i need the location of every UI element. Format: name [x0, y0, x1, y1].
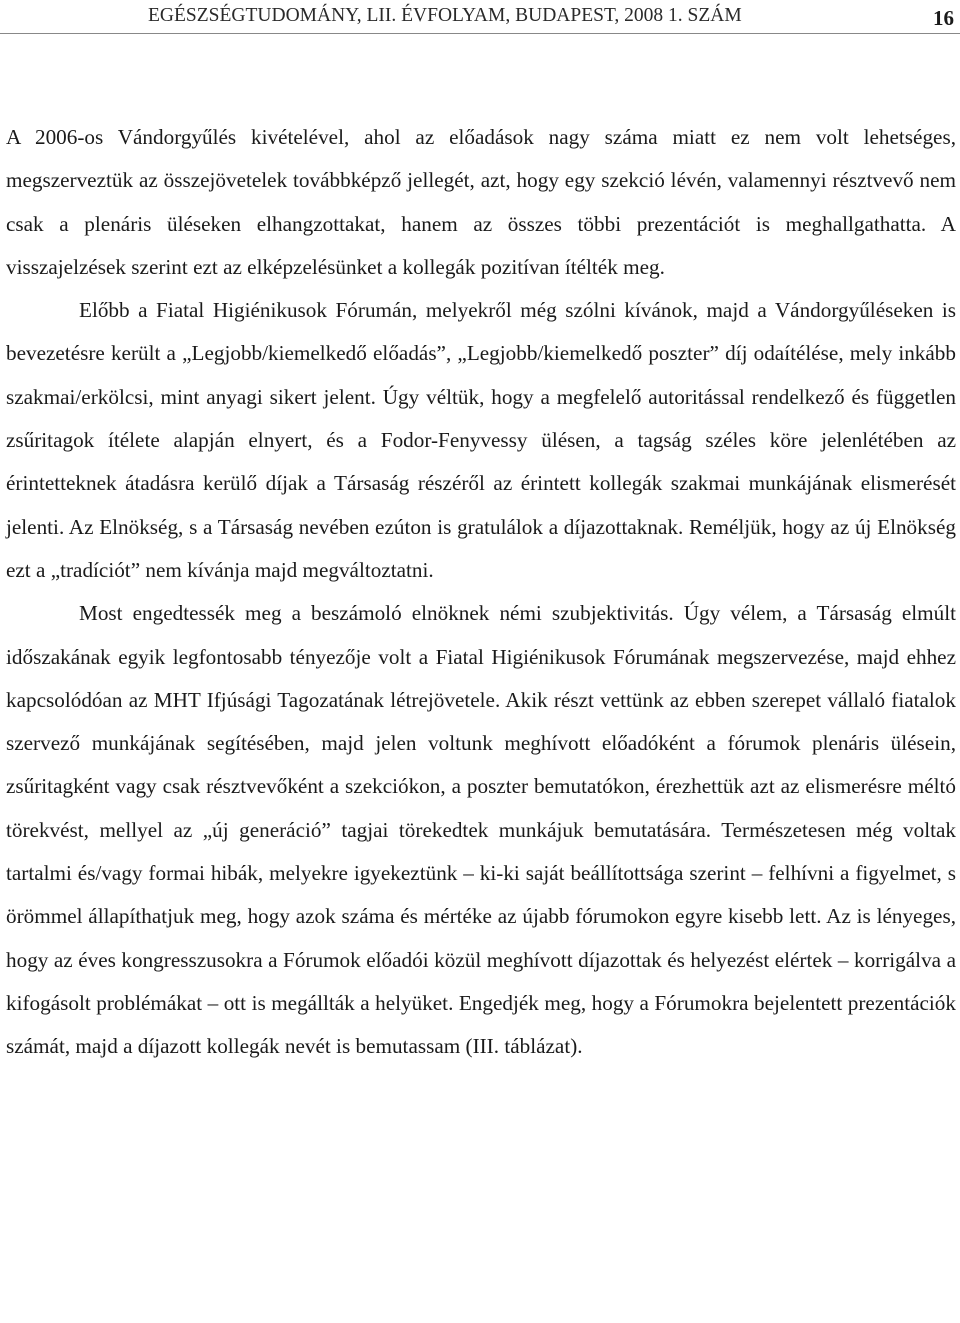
header-divider [0, 33, 960, 34]
paragraph-3: Most engedtessék meg a beszámoló elnöknek némi szubjektivitás. Úgy vélem, a Társaság elmúlt időszakának egyik legfontosabb tényezője volt a Fiatal Higiénikusok Fórumának megszervezése, majd ehhez kapcsolódóan az MHT Ifjúsági Tagozatának létrejövetele. Akik részt vettünk az ebben szerepet vállaló fiatalok szervező munkájának segítésében, majd jelen voltunk meghívott előadóként a fórumok plenáris ülésein, zsűritagként vagy csak résztvevőként a szekciókon, a poszter bemutatókon, érezhettük azt az elismerésre méltó törekvést, mellyel az „új generáció” tagjai törekedtek munkájuk bemutatására. Természetesen még voltak tartalmi és/vagy formai hibák, melyekre igyekeztünk – ki-ki saját beállítottsága szerint – felhívni a figyelmet, s örömmel állapíthatjuk meg, hogy azok száma és mértéke az újabb fórumokon egyre kisebb lett. Az is lényeges, hogy az éves kongresszusokra a Fórumok előadói közül meghívott díjazottak és helyezést elértek – korrigálva a kifogásolt problémákat – ott is megállták a helyüket. Engedjék meg, hogy a Fórumokra bejelentett prezentációk számát, majd a díjazott kollegák nevét is bemutassam (III. táblázat). [6, 601, 956, 1059]
paragraph-1: A 2006-os Vándorgyűlés kivételével, ahol az előadások nagy száma miatt ez nem volt lehetséges, megszerveztük az összejövetelek továbbképző jellegét, azt, hogy egy szekció lévén, valamennyi résztvevő nem csak a plenáris üléseken elhangzottakat, hanem az összes többi prezentációt is meghallgathatta. A visszajelzések szerint ezt az elképzelésünket a kollegák pozitívan ítélték meg. [6, 125, 956, 279]
journal-title: EGÉSZSÉGTUDOMÁNY, LII. ÉVFOLYAM, BUDAPEST, 2008 1. SZÁM [148, 5, 742, 26]
paragraph-2: Előbb a Fiatal Higiénikusok Fórumán, melyekről még szólni kívánok, majd a Vándorgyűléseken is bevezetésre került a „Legjobb/kiemelkedő előadás”, „Legjobb/kiemelkedő poszter” díj odaítélése, mely inkább szakmai/erkölcsi, mint anyagi sikert jelent. Úgy véltük, hogy a megfelelő autoritással rendelkező és független zsűritagok ítélete alapján elnyert, és a Fodor-Fenyvessy ülésen, a tagság széles köre jelenlétében az érintetteknek átadásra kerülő díjak a Társaság részéről az érintett kollegák szakmai munkájának elismerését jelenti. Az Elnökség, s a Társaság nevében ezúton is gratulálok a díjazottaknak. Reméljük, hogy az új Elnökség ezt a „tradíciót” nem kívánja majd megváltoztatni. [6, 298, 956, 582]
page-number: 16 [933, 6, 954, 30]
running-header [0, 4, 960, 32]
article-body [6, 116, 956, 1069]
